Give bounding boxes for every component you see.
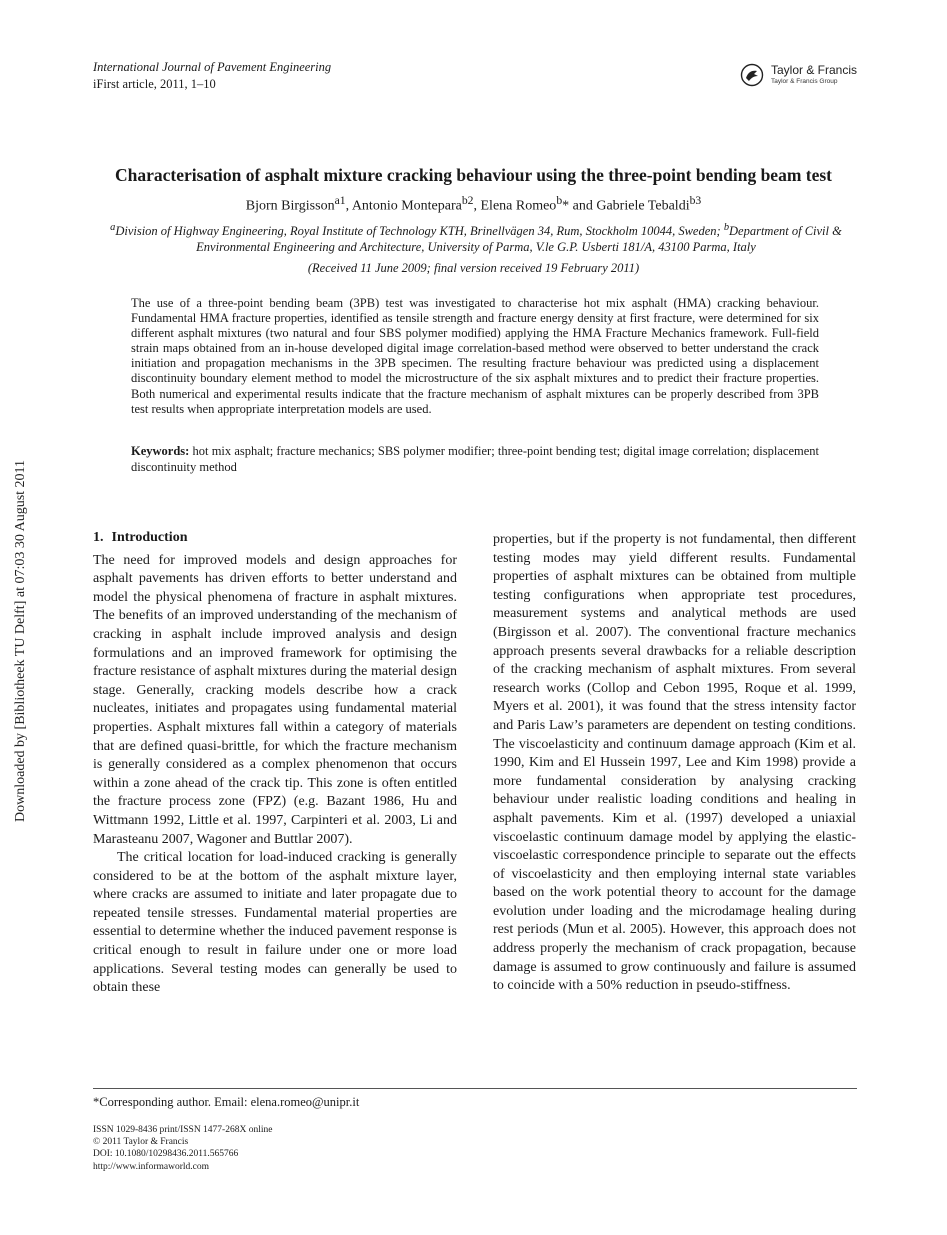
article-title: Characterisation of asphalt mixture cracking behaviour using the three-point bending beam test (114, 165, 833, 185)
section-heading (93, 529, 457, 548)
author-affiliation-mark: a1 (334, 194, 346, 207)
author-affiliation-mark: b3 (689, 194, 702, 207)
affiliation-a: Division of Highway Engineering, Royal Institute of Technology KTH, Brinellvägen 34, Rum, Stockholm 10044, Sweden; (115, 224, 724, 239)
paragraph: The critical location for load-induced cracking is generally considered to be at the bottom of the asphalt mixture layer, where cracks are assumed to initiate and later propagate due to repeated tensile stresses. Fundamental material properties are essential to determine whether the induced pavement response is critical enough to result in failure under one or more load applications. Several testing modes can generally be used to obtain these (93, 850, 457, 996)
author-separator: and (569, 198, 597, 214)
website-link[interactable]: http://www.informaworld.com (93, 1161, 210, 1172)
author-name: Antonio Montepara (351, 198, 462, 214)
body-column-left (93, 529, 457, 998)
journal-name: International Journal of Pavement Engineering (93, 60, 332, 74)
abstract: The use of a three-point bending beam (3PB) test was investigated to characterise hot mix asphalt (HMA) cracking behaviour. Fundamental HMA fracture properties, identified as tensile strength and fracture energy density at first fracture, were determined for six different asphalt mixtures (two natural and four SBS polymer modified) applying the HMA Fracture Mechanics framework. Full-field strain maps obtained from an in-house developed digital image correlation-based method were observed to better understand the crack initiation and propagation mechanisms in the 3PB specimen. The resulting fracture behaviour was predicted using a displacement discontinuity boundary element method to model the microstructure of the six asphalt mixtures and to predict their fracture properties. Both numerical and experimental results indicate that the fracture mechanism of asphalt mixtures can be properly described from 3PB test results when appropriate interpretation models are used. (131, 296, 819, 416)
section-title: Introduction (111, 530, 188, 545)
author-affiliation-mark: b2 (461, 194, 474, 207)
journal-header (93, 59, 331, 93)
keywords (131, 444, 819, 475)
author-name: Elena Romeo (480, 198, 557, 214)
paragraph: The need for improved models and design approaches for asphalt pavements has driven efforts to better understand and model the physical phenomena of fracture in asphalt mixtures. The benefits of an improved understanding of the mechanism of cracking in asphalt include improved analysis and design formulations and an improved framework for optimising the fracture resistance of asphalt mixtures during the material design stage. Generally, cracking models describe how a crack nucleates, initiates and propagates using fundamental material properties. Asphalt mixtures fall within a category of materials that are defined quasi-brittle, for which the fracture mechanism is generally considered as a complex phenomenon that occurs within a zone ahead of the crack tip. This zone is often entitled the fracture process zone (FPZ) (e.g. Bazant 1986, Hu and Wittmann 1992, Little et al. 1997, Carpinteri et al. 2003, Li and Marasteanu 2007, Wagoner and Buttlar 2007). (93, 552, 457, 847)
publisher-logo-icon (740, 63, 764, 87)
issn-line: ISSN 1029-8436 print/ISSN 1477-268X online (93, 1125, 273, 1135)
author-name: Bjorn Birgisson (245, 198, 335, 214)
doi-line: DOI: 10.1080/10298436.2011.565766 (93, 1149, 239, 1160)
publication-info (93, 1124, 272, 1173)
affiliation-b: Department of Civil & Environmental Engineering and Architecture, University of Parma, V.le G.P. Usberti 181/A, 43100 Parma, Italy (196, 224, 842, 255)
footnote-rule (93, 1088, 857, 1089)
keywords-label: Keywords: (131, 444, 190, 458)
journal-issue: iFirst article, 2011, 1–10 (93, 77, 216, 91)
corresponding-mark: * (562, 198, 570, 214)
corresponding-author-footnote: *Corresponding author. Email: elena.romeo@unipr.it (93, 1095, 360, 1109)
author-affiliation-mark: b (556, 194, 563, 207)
affiliation-mark: b (723, 222, 730, 233)
publisher-name: Taylor & Francis (771, 63, 858, 77)
affiliations (93, 220, 859, 255)
copyright-line: © 2011 Taylor & Francis (93, 1137, 189, 1148)
author-separator: , (345, 198, 352, 214)
download-notice-text: Downloaded by [Bibliotheek TU Delft] at 07:03 30 August 2011 (13, 459, 28, 822)
author-separator: , (473, 198, 481, 214)
received-dates: (Received 11 June 2009; final version received 19 February 2011) (307, 261, 640, 275)
body-column-right (493, 531, 856, 996)
author-name: Gabriele Tebaldi (596, 198, 690, 214)
keywords-text: hot mix asphalt; fracture mechanics; SBS polymer modifier; three-point bending test; digital image correlation; displacement discontinuity method (131, 444, 820, 474)
author-list (60, 194, 887, 215)
download-notice (0, 0, 30, 1235)
affiliation-mark: a (110, 222, 116, 233)
section-number: 1. (93, 530, 104, 545)
publisher-logo (740, 62, 858, 92)
paragraph: properties, but if the property is not fundamental, then different testing modes may yield different results. Fundamental properties of asphalt mixtures can be obtained from multiple testing configurations when appropriate test procedures, measurement systems and analytical methods are used (Birgisson et al. 2007). The conventional fracture mechanics approach presents several drawbacks for a reliable description of the cracking mechanism of asphalt mixtures. From several research works (Collop and Cebon 1995, Roque et al. 1999, Myers et al. 2001), it was found that the stress intensity factor and Paris Law’s parameters are dependent on testing conditions. The viscoelasticity and continuum damage approach (Kim et al. 1990, Kim and El Hussein 1997, Lee and Kim 1998) provide a more fundamental consideration by analysing cracking behaviour under realistic loading conditions and healing in asphalt pavements. Kim et al. (1997) developed a uniaxial viscoelastic continuum damage model by applying the elastic-viscoelastic correspondence principle to separate out the effects of viscoelasticity and then employing internal state variables based on the work potential theory to account for the damage evolution under loading and the microdamage healing during rest periods (Mun et al. 2005). However, this approach does not address properly the mechanism of crack propagation, because damage is assumed to grow continuously and failure is assumed to coincide with a 50% reduction in pseudo-stiffness. (493, 532, 856, 994)
publisher-group: Taylor & Francis Group (771, 78, 838, 85)
